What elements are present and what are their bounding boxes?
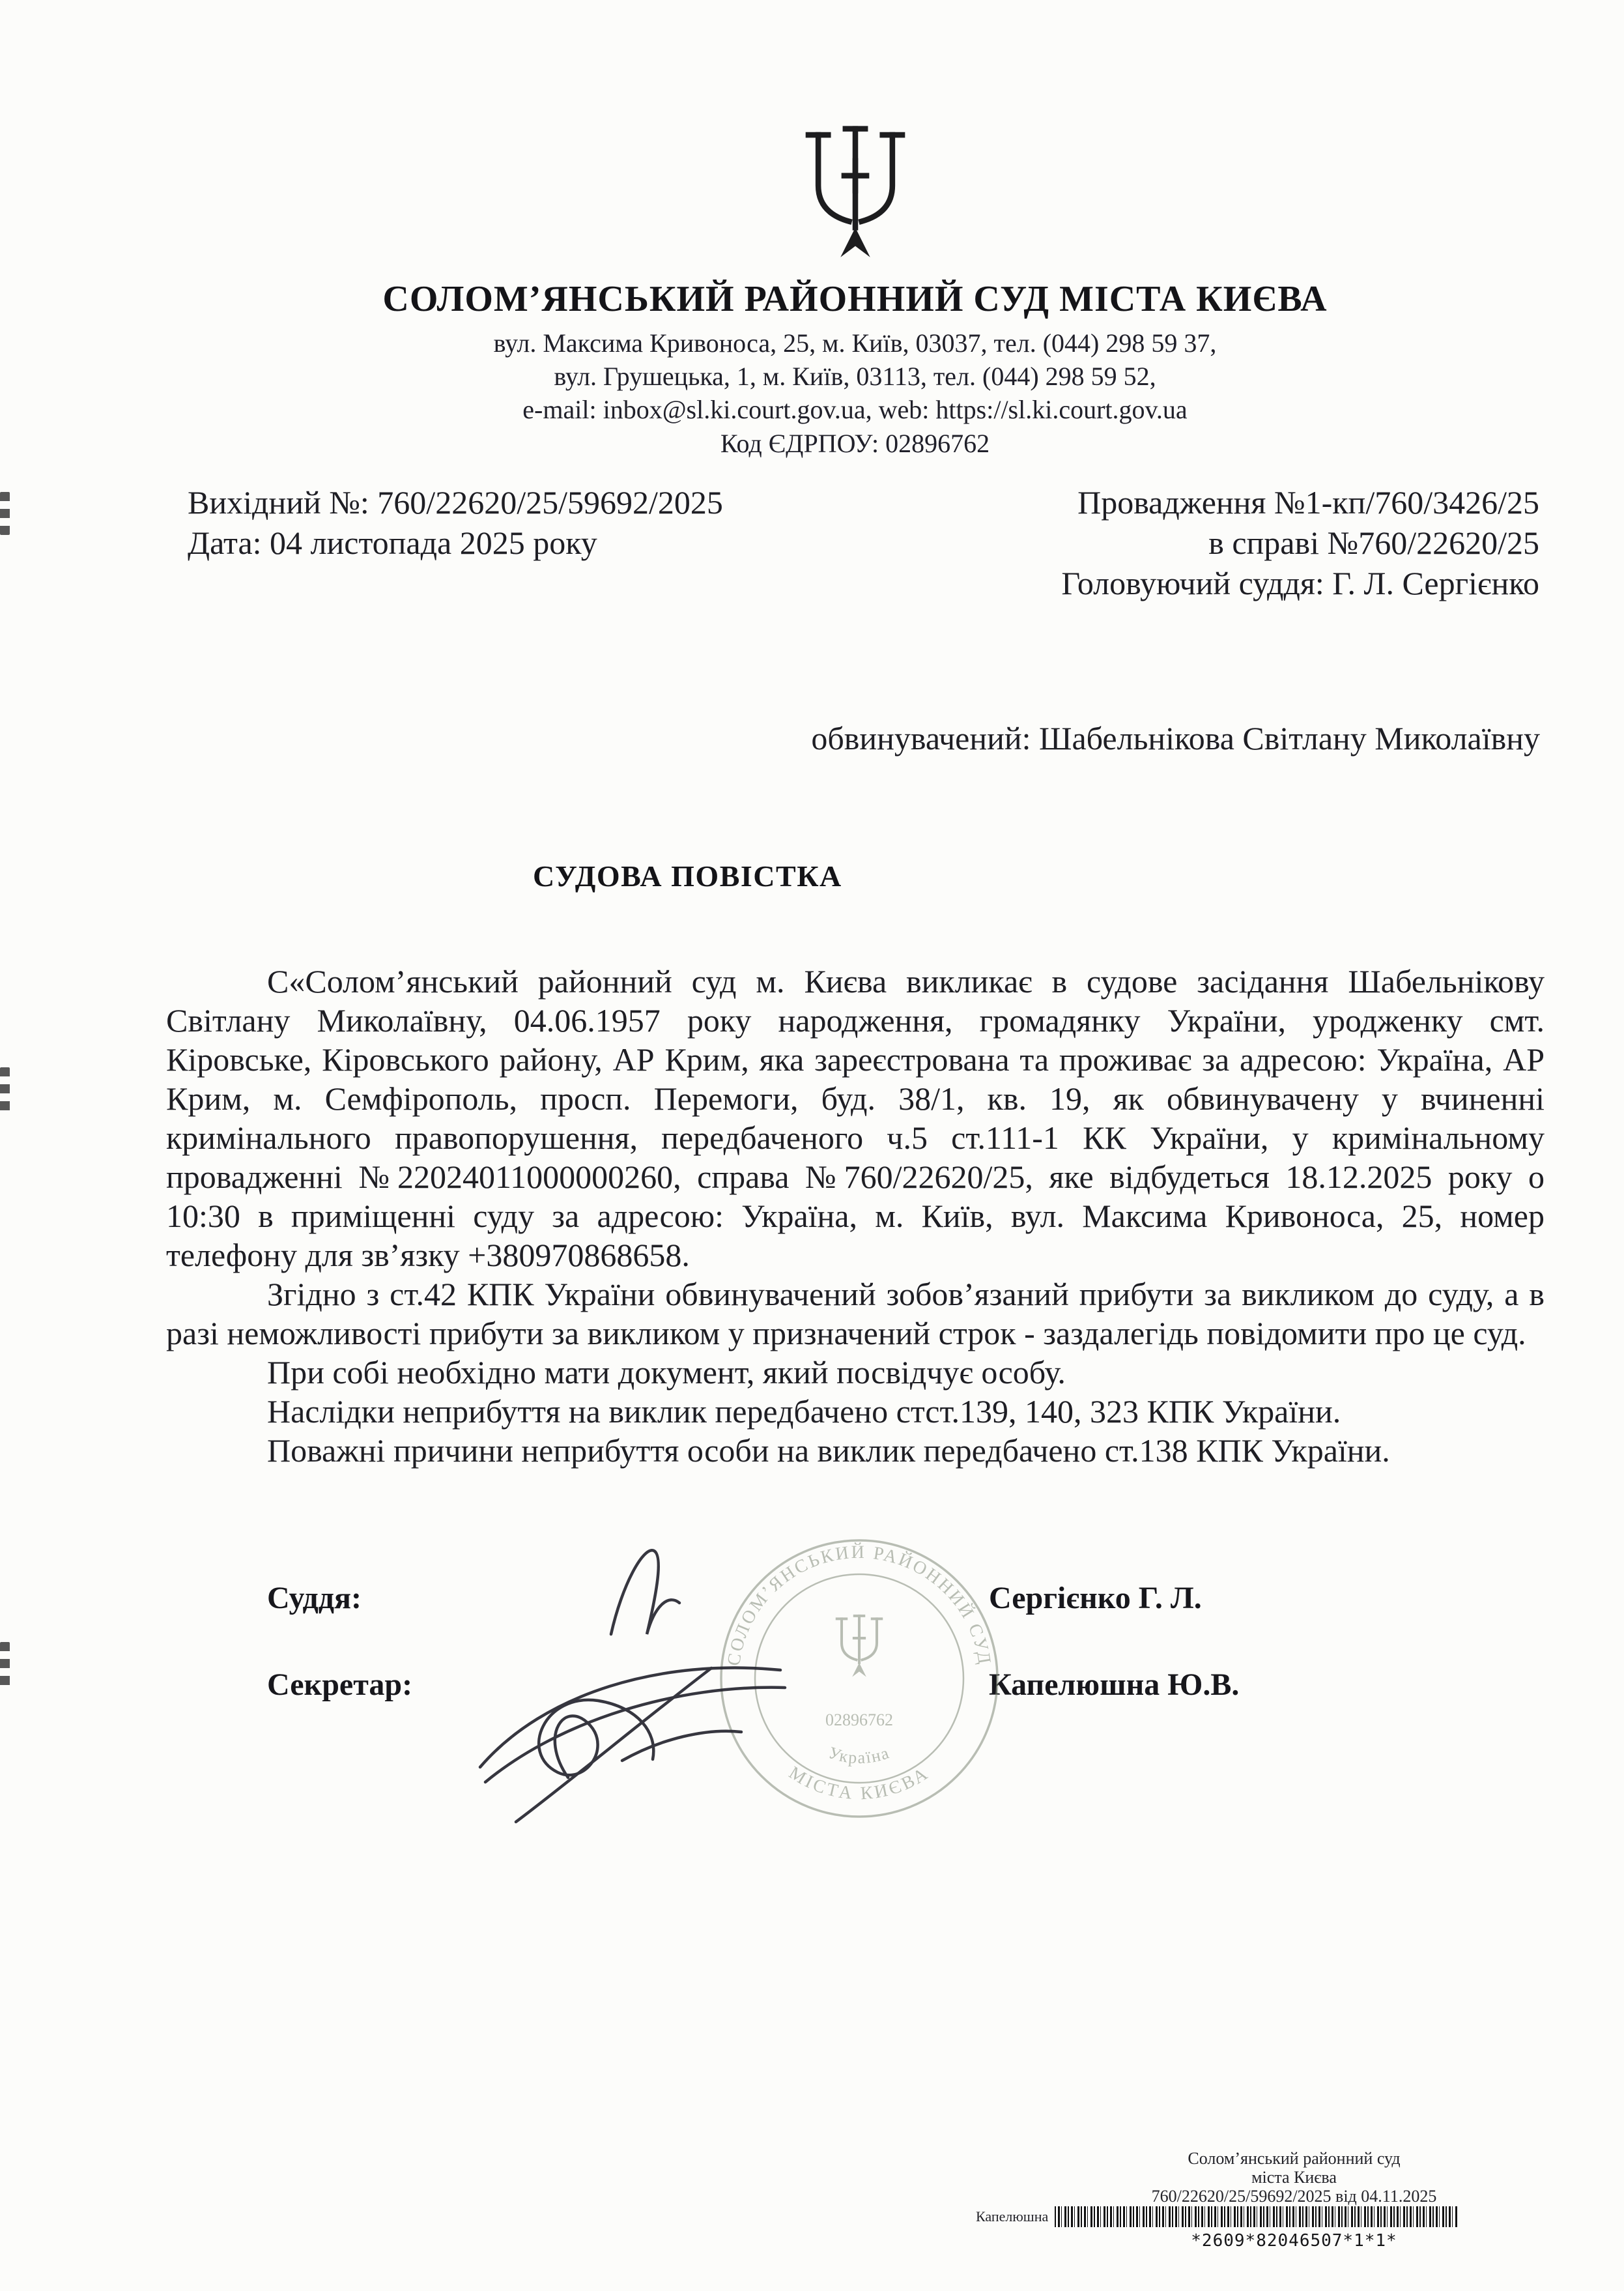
judge-name: Сергієнко Г. Л. [989,1581,1202,1615]
summons-body [166,962,1545,1470]
letterhead [86,124,1624,460]
footer-court-line2: міста Києва [1251,2168,1337,2187]
stamp-ring-top-textpath: СОЛОМ’ЯНСЬКИЙ РАЙОННИЙ СУД [723,1542,995,1667]
accused-line: обвинувачений: Шабельнікова Світлану Миколаївну [811,720,1540,756]
meta-left-column [188,482,723,603]
presiding-judge: Головуючий суддя: Г. Л. Сергієнко [1061,565,1539,601]
court-address-line-3: e-mail: inbox@sl.ki.court.gov.ua, web: https://sl.ki.court.gov.ua [522,395,1188,425]
stamp-country-textpath: Україна [826,1742,892,1768]
court-name: СОЛОМ’ЯНСЬКИЙ РАЙОННИЙ СУД МІСТА КИЄВА [382,279,1328,319]
stamp-ring-bottom-text [785,1763,933,1804]
court-edrpou-code: Код ЄДРПОУ: 02896762 [720,428,990,458]
summons-paragraph: Згідно з ст.42 КПК України обвинувачений зобов’язаний прибути за викликом до суду, а в разі неможливості прибути за викликом у призначений строк - заздалегідь повідомити про це суд. [166,1276,1545,1351]
footer-stamp-block [1084,2149,1504,2206]
court-contacts [86,326,1624,460]
footer-court-line1: Солом’янський районний суд [1188,2149,1401,2168]
secretary-label: Секретар: [267,1667,413,1702]
document-date: Дата: 04 листопада 2025 року [188,525,597,561]
case-number: в справі №760/22620/25 [1208,525,1539,561]
stamp-ring-bottom-textpath: МІСТА КИЄВА [785,1763,933,1804]
barcode-number: *2609*82046507*1*1* [1191,2231,1397,2251]
secretary-name: Капелюшна Ю.В. [989,1667,1240,1702]
outgoing-number: Вихідний №: 760/22620/25/59692/2025 [188,484,723,521]
trident-glyph [808,129,902,257]
summons-paragraph: Наслідки неприбуття на виклик передбачено стст.139, 140, 323 КПК України. [267,1393,1341,1430]
stamp-code: 02896762 [825,1710,893,1729]
barcode [1055,2206,1459,2227]
summons-paragraph: При собі необхідно мати документ, який посвідчує особу. [267,1354,1066,1390]
scan-artifact [0,1067,10,1113]
ukraine-trident-emblem [793,124,917,266]
footer-doc-ref: 760/22620/25/59692/2025 від 04.11.2025 [1151,2187,1437,2206]
secretary-signature-row [267,1667,1440,1703]
court-address-line-2: вул. Грушецька, 1, м. Київ, 03113, тел. (044) 298 59 52, [554,362,1156,392]
summons-paragraph: С«Солом’янський районний суд м. Києва викликає в судове засідання Шабельнікову Світлану Миколаївну, 04.06.1957 року народження, громадянку України, уродженку смт. Кіровське, Кіровського району, АР Крим, яка зареєстрована та проживає за адресою: Україна, АР Крим, м. Семфірополь, просп. Перемоги, буд. 38/1, кв. 19, як обвинувачену у вчиненні кримінального правопорушення, передбаченого ч.5 ст.111-1 КК України, у кримінальному провадженні №22024011000000260, справа №760/22620/25, яке відбудеться 18.12.2025 року о 10:30 в приміщенні суду за адресою: Україна, м. Київ, вул. Максима Кривоноса, 25, номер телефону для зв’язку +380970868658. [166,963,1545,1273]
scan-artifact [0,492,10,535]
document-meta [188,482,1539,603]
court-address-line-1: вул. Максима Кривоноса, 25, м. Київ, 03037, тел. (044) 298 59 37, [493,328,1217,358]
stamp-country-text [826,1743,892,1767]
secretary-signature-ink [622,1731,741,1761]
summons-paragraph: Поважні причини неприбуття особи на виклик передбачено ст.138 КПК України. [267,1432,1390,1469]
meta-right-column [1061,482,1539,603]
judge-signature-row [267,1580,1440,1616]
scan-artifact [0,1642,10,1689]
barcode-row [976,2206,1459,2227]
secretary-signature-ink [539,1700,653,1778]
proceeding-number: Провадження №1-кп/760/3426/25 [1077,484,1539,521]
judge-label: Суддя: [267,1581,362,1615]
barcode-label: Капелюшна [976,2208,1049,2225]
document-title: СУДОВА ПОВІСТКА [533,859,842,893]
